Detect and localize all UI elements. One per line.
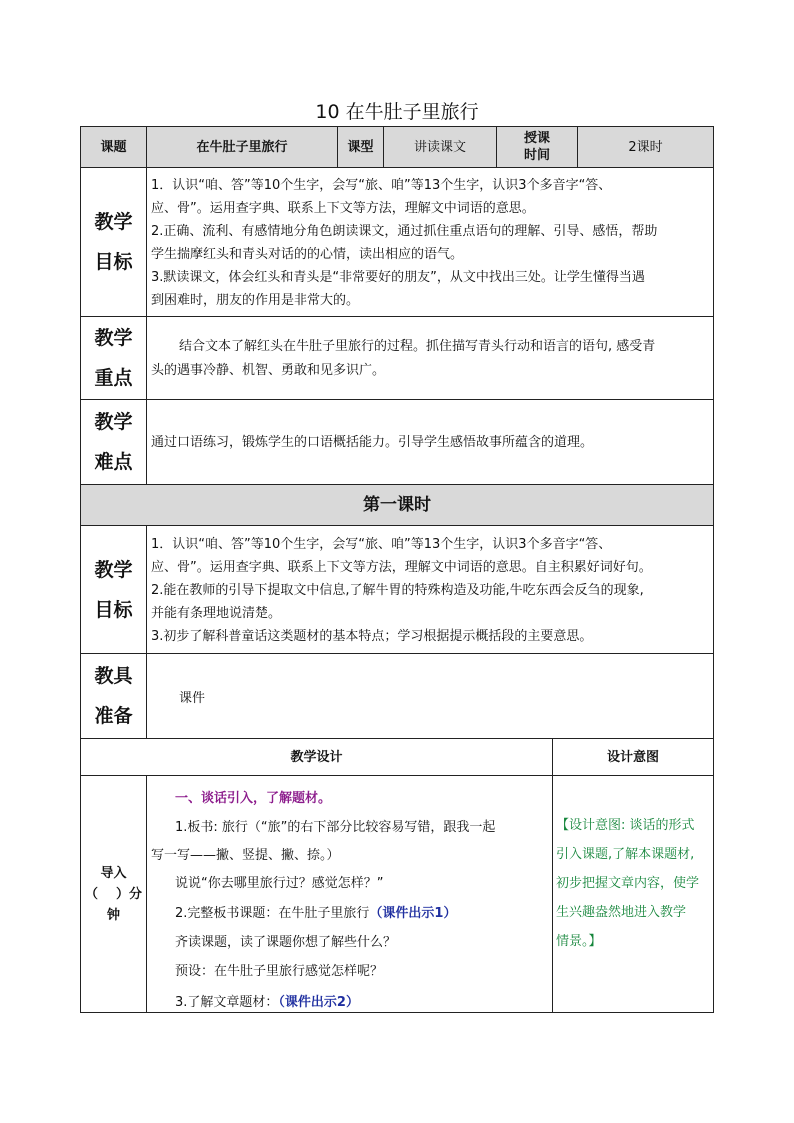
header-topic-value: 在牛肚子里旅行 <box>146 126 338 168</box>
tools-label-line1: 教具 <box>94 665 133 687</box>
goals2-line: 应、骨”。运用查字典、联系上下文等方法，理解文中词语的意思。自主积累好词好句。 <box>151 560 652 575</box>
header-time-value: 2课时 <box>577 126 714 168</box>
header-type-label: 课型 <box>337 126 384 168</box>
goals2-label-line1: 教学 <box>94 558 133 581</box>
goals-line: 学生揣摩红头和青头对话的的心情，读出相应的语气。 <box>151 247 464 262</box>
intro-label-line2: （ ）分 <box>84 886 143 902</box>
keypoints-line2: 头的遇事冷静、机智、勇敢和见多识广。 <box>151 363 386 378</box>
design-header-right: 设计意图 <box>552 738 714 776</box>
keypoints-content <box>146 316 714 400</box>
difficulties-label-line2: 难点 <box>94 451 133 473</box>
header-time-label-line1: 授课 <box>523 131 550 146</box>
document-title: 10 在牛肚子里旅行 <box>315 101 479 123</box>
intro-p2: 说说“你去哪里旅行过？感觉怎样？” <box>175 876 384 891</box>
goals2-line: 1．认识“咱、答”等10个生字，会写“旅、咱”等13个生字，认识3个多音字“答、 <box>151 537 612 552</box>
goals2-line: 2.能在教师的引导下提取文中信息,了解牛胃的特殊构造及功能,牛吃东西会反刍的现象, <box>151 583 644 598</box>
tools-label <box>80 653 147 739</box>
intro-intent <box>552 775 714 1013</box>
keypoints-label-line2: 重点 <box>94 367 133 389</box>
difficulties-content <box>146 399 714 485</box>
goals2-line: 并能有条理地说清楚。 <box>151 606 282 621</box>
tools-label-line2: 准备 <box>94 705 133 727</box>
intro-p1b: 写一写——撇、竖提、撇、捺。） <box>151 848 340 863</box>
goals2-label-line2: 目标 <box>94 598 133 621</box>
intro-p3-courseware: （课件出示1） <box>369 906 457 921</box>
keypoints-line1: 结合文本了解红头在牛肚子里旅行的过程。抓住描写青头行动和语言的语句, 感受青 <box>179 339 656 354</box>
goals-label-line1: 教学 <box>94 211 133 233</box>
intro-p6 <box>175 991 359 1010</box>
header-topic-label: 课题 <box>80 126 147 168</box>
intro-p5: 预设：在牛肚子里旅行感觉怎样呢？ <box>175 964 384 979</box>
intro-content <box>146 775 553 1013</box>
difficulties-label-line1: 教学 <box>94 411 133 433</box>
header-time-label-line2: 时间 <box>523 148 550 163</box>
intro-label-line1: 导入 <box>100 865 127 881</box>
header-time-label <box>496 126 578 168</box>
intent-line: 引入课题,了解本课题材, <box>556 847 695 862</box>
intent-line: 初步把握文章内容，使学 <box>556 876 700 891</box>
intent-line: 情景。】 <box>556 934 602 949</box>
goals-line: 1．认识“咱、答”等10个生字，会写“旅、咱”等13个生字，认识3个多音字“答、 <box>151 178 612 193</box>
goals-line: 2.正确、流利、有感情地分角色朗读课文，通过抓住重点语句的理解、引导、感悟，帮助 <box>151 224 658 239</box>
goals-line: 3.默读课文，体会红头和青头是“非常要好的朋友”，从文中找出三处。让学生懂得当遇 <box>151 270 645 285</box>
intro-p1a: 1.板书: 旅行（“旅”的右下部分比较容易写错，跟我一起 <box>175 820 496 835</box>
tools-text: 课件 <box>179 691 206 706</box>
design-header-left: 教学设计 <box>80 738 553 776</box>
intro-p3-text: 2.完整板书课题：在牛肚子里旅行 <box>175 906 370 921</box>
keypoints-label-line1: 教学 <box>94 327 133 349</box>
goals-content <box>146 167 714 317</box>
goals2-content <box>146 525 714 654</box>
goals-label-line2: 目标 <box>94 251 133 273</box>
lesson-banner: 第一课时 <box>80 484 714 526</box>
goals-line: 应、骨”。运用查字典、联系上下文等方法，理解文中词语的意思。 <box>151 201 535 216</box>
intro-label-line3: 钟 <box>106 907 120 923</box>
difficulties-label <box>80 399 147 485</box>
difficulties-text: 通过口语练习，锻炼学生的口语概括能力。引导学生感悟故事所蕴含的道理。 <box>151 435 594 450</box>
goals-line: 到困难时，朋友的作用是非常大的。 <box>151 293 360 308</box>
goals2-line: 3.初步了解科普童话这类题材的基本特点；学习根据提示概括段的主要意思。 <box>151 629 593 644</box>
tools-content <box>146 653 714 739</box>
keypoints-label <box>80 316 147 400</box>
goals-label <box>80 167 147 317</box>
intro-p6-text: 3.了解文章题材： <box>175 995 279 1010</box>
intro-p4: 齐读课题，读了课题你想了解些什么？ <box>175 935 397 950</box>
intro-label <box>80 775 147 1013</box>
header-type-value: 讲读课文 <box>383 126 497 168</box>
goals2-label <box>80 525 147 654</box>
intro-p3 <box>175 902 456 921</box>
intro-p6-courseware: （课件出示2） <box>278 995 359 1010</box>
intent-line: 【设计意图: 谈话的形式 <box>556 818 695 833</box>
intent-line: 生兴趣盎然地进入教学 <box>556 905 687 920</box>
intro-heading: 一、谈话引入，了解题材。 <box>175 791 332 806</box>
